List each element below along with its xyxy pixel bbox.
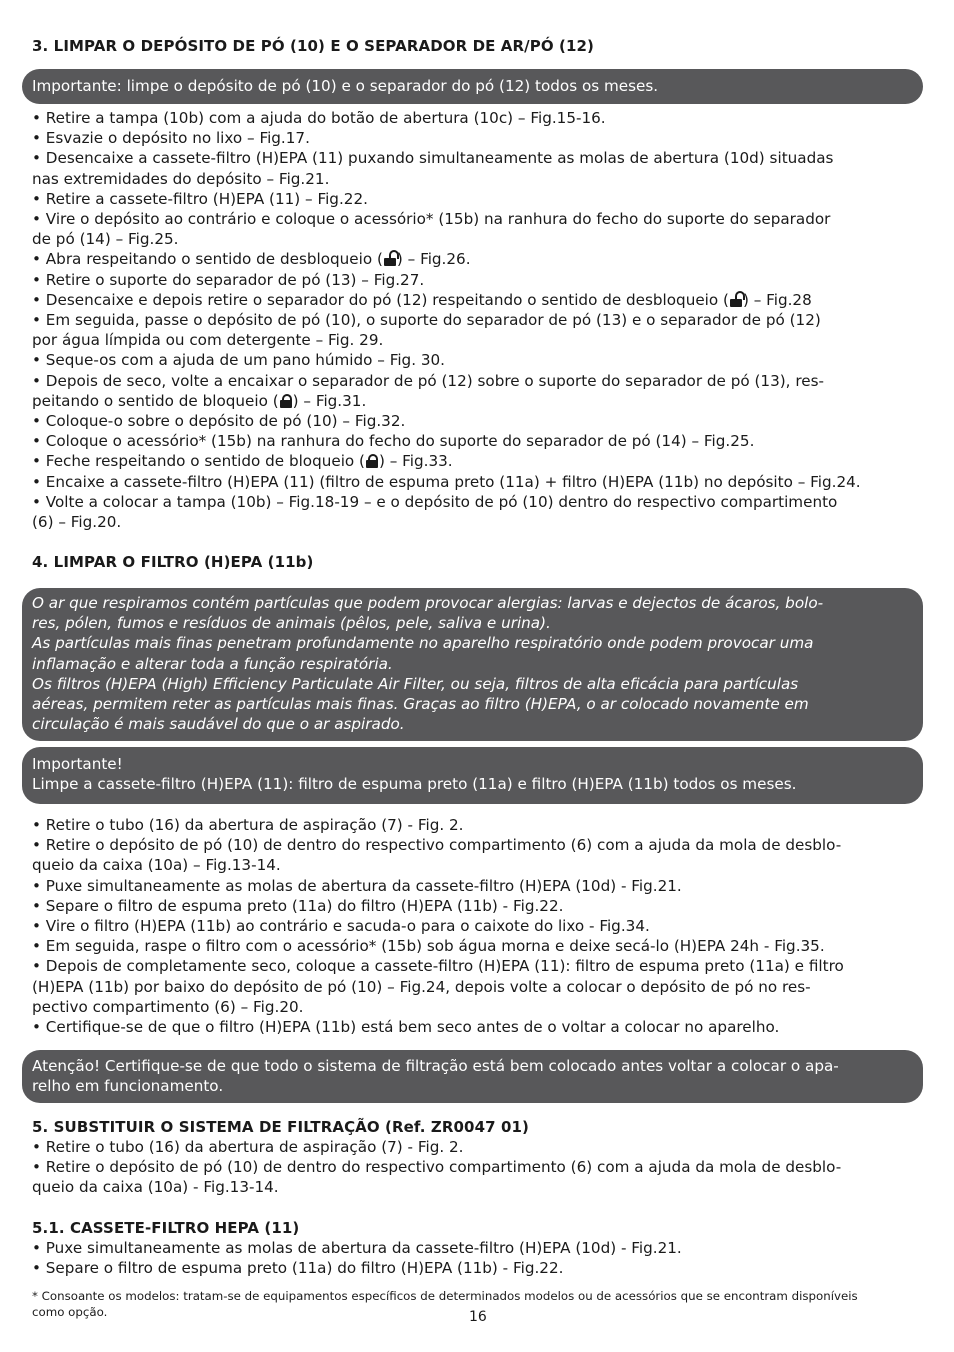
list-item: • Volte a colocar a tampa (10b) – Fig.18-19 – e o depósito de pó (10) dentro do respectivo compartimento: [32, 492, 838, 511]
list-item-suffix: ) – Fig.28: [742, 290, 812, 309]
important-text: Importante!: [32, 755, 123, 773]
warning-text: relho em funcionamento.: [32, 1077, 224, 1096]
list-item-text: peitando o sentido de bloqueio (: [32, 391, 279, 410]
list-item: (H)EPA (11b) por baixo do depósito de pó (10) – Fig.24, depois volte a colocar o depósito de pó no res-: [32, 977, 811, 996]
list-item: de pó (14) – Fig.25.: [32, 230, 179, 249]
footnote-text: * Consoante os modelos: tratam-se de equipamentos específicos de determinados modelos ou de acessórios que se encontram disponíveis: [32, 1289, 858, 1303]
warning-box: [22, 1050, 923, 1103]
info-text: O ar que respiramos contém partículas que podem provocar alergias: larvas e dejectos de ácaros, bolo-: [32, 594, 824, 612]
list-item: • Esvazie o depósito no lixo – Fig.17.: [32, 129, 310, 148]
list-item: queio da caixa (10a) – Fig.13-14.: [32, 856, 281, 875]
section-5-1-heading: 5.1. CASSETE-FILTRO HEPA (11): [32, 1219, 300, 1237]
important-box-section-4: [22, 747, 923, 804]
list-item: • Vire o filtro (H)EPA (11b) ao contrário e sacuda-o para o caixote do lixo - Fig.34.: [32, 917, 650, 936]
list-item: [32, 249, 922, 269]
list-item: • Retire o depósito de pó (10) de dentro do respectivo compartimento (6) com a ajuda da mola de desblo-: [32, 1158, 842, 1177]
list-item: • Puxe simultaneamente as molas de abertura da cassete-filtro (H)EPA (10d) - Fig.21.: [32, 876, 682, 895]
lock-icon: [280, 394, 292, 408]
page-number: 16: [469, 1309, 487, 1325]
list-item-text: • Feche respeitando o sentido de bloqueio (: [32, 452, 365, 471]
list-item: • Desencaixe a cassete-filtro (H)EPA (11) puxando simultaneamente as molas de abertura (10d) situadas: [32, 149, 834, 168]
info-text: res, pólen, fumos e resíduos de animais (pêlos, pele, saliva e urina).: [32, 614, 551, 633]
section-4-list: [32, 815, 922, 1037]
list-item-text: • Abra respeitando o sentido de desbloqueio (: [32, 250, 383, 269]
list-item: por água límpida ou com detergente – Fig. 29.: [32, 331, 384, 350]
list-item: • Seque-os com a ajuda de um pano húmido – Fig. 30.: [32, 351, 445, 370]
list-item: • Vire o depósito ao contrário e coloque o acessório* (15b) na ranhura do fecho do suporte do separador: [32, 210, 831, 229]
list-item: queio da caixa (10a) - Fig.13-14.: [32, 1178, 279, 1197]
section-3-list: [32, 108, 922, 532]
list-item: [32, 451, 922, 471]
info-text: circulação é mais saudável do que o ar aspirado.: [32, 715, 405, 734]
list-item: • Retire o depósito de pó (10) de dentro do respectivo compartimento (6) com a ajuda da mola de desblo-: [32, 836, 842, 855]
list-item: • Retire a tampa (10b) com a ajuda do botão de abertura (10c) – Fig.15-16.: [32, 109, 606, 127]
list-item: • Em seguida, passe o depósito de pó (10), o suporte do separador de pó (13) e o separador de pó (12): [32, 311, 821, 330]
info-text: As partículas mais finas penetram profundamente no aparelho respiratório onde podem provocar uma: [32, 634, 814, 653]
list-item: [32, 290, 922, 310]
list-item-suffix: ) – Fig.26.: [396, 250, 471, 269]
list-item: (6) – Fig.20.: [32, 513, 122, 532]
list-item-suffix: ) – Fig.33.: [378, 452, 453, 471]
list-item: • Separe o filtro de espuma preto (11a) do filtro (H)EPA (11b) - Fig.22.: [32, 1259, 564, 1278]
list-item: • Depois de completamente seco, coloque a cassete-filtro (H)EPA (11): filtro de espuma preto (11a) e filtro: [32, 957, 844, 976]
list-item: • Coloque-o sobre o depósito de pó (10) – Fig.32.: [32, 412, 406, 431]
important-text: Importante: limpe o depósito de pó (10) e o separador do pó (12) todos os meses.: [32, 77, 659, 95]
list-item: • Retire a cassete-filtro (H)EPA (11) – Fig.22.: [32, 189, 368, 208]
list-item-suffix: ) – Fig.31.: [292, 391, 367, 410]
list-item: • Separe o filtro de espuma preto (11a) do filtro (H)EPA (11b) - Fig.22.: [32, 896, 564, 915]
list-item: pectivo compartimento (6) – Fig.20.: [32, 997, 304, 1016]
section-5-heading: 5. SUBSTITUIR O SISTEMA DE FILTRAÇÃO (Ref. ZR0047 01): [32, 1118, 529, 1136]
unlock-icon: [730, 293, 742, 307]
warning-text: Atenção! Certifique-se de que todo o sistema de filtração está bem colocado antes voltar a colocar o apa-: [32, 1057, 839, 1075]
important-text: Limpe a cassete-filtro (H)EPA (11): filtro de espuma preto (11a) e filtro (H)EPA (11b) todos os meses.: [32, 775, 797, 794]
footnote-text: como opção.: [32, 1305, 108, 1319]
list-item: • Encaixe a cassete-filtro (H)EPA (11) (filtro de espuma preto (11a) + filtro (H)EPA (11b) no depósito – Fig.24.: [32, 472, 861, 491]
info-text: aéreas, permitem reter as partículas mais finas. Graças ao filtro (H)EPA, o ar colocado novamente em: [32, 695, 809, 714]
list-item: • Certifique-se de que o filtro (H)EPA (11b) está bem seco antes de o voltar a colocar no aparelho.: [32, 1018, 780, 1037]
important-box-section-3: [22, 69, 923, 104]
section-5-list: [32, 1137, 922, 1198]
section-5-1-list: [32, 1238, 922, 1278]
list-item: • Retire o tubo (16) da abertura de aspiração (7) - Fig. 2.: [32, 816, 464, 834]
list-item: • Coloque o acessório* (15b) na ranhura do fecho do suporte do separador de pó (14) – Fig.25.: [32, 432, 755, 451]
section-3-heading: 3. LIMPAR O DEPÓSITO DE PÓ (10) E O SEPARADOR DE AR/PÓ (12): [32, 37, 594, 55]
unlock-icon: [384, 252, 396, 266]
info-text: inflamação e alterar toda a função respiratória.: [32, 654, 393, 673]
list-item: • Depois de seco, volte a encaixar o separador de pó (12) sobre o suporte do separador de pó (13), res-: [32, 371, 824, 390]
section-4-heading: 4. LIMPAR O FILTRO (H)EPA (11b): [32, 553, 314, 571]
info-box-section-4: [22, 588, 923, 741]
list-item: • Puxe simultaneamente as molas de abertura da cassete-filtro (H)EPA (10d) - Fig.21.: [32, 1239, 682, 1257]
list-item-text: • Desencaixe e depois retire o separador do pó (12) respeitando o sentido de desbloqueio (: [32, 290, 729, 309]
list-item: • Retire o suporte do separador de pó (13) – Fig.27.: [32, 270, 425, 289]
lock-icon: [366, 454, 378, 468]
list-item: nas extremidades do depósito – Fig.21.: [32, 169, 330, 188]
list-item: [32, 391, 922, 411]
list-item: • Em seguida, raspe o filtro com o acessório* (15b) sob água morna e deixe secá-lo (H)EPA 24h - Fig.35.: [32, 937, 825, 956]
info-text: Os filtros (H)EPA (High) Efficiency Particulate Air Filter, ou seja, filtros de alta eficácia para partículas: [32, 674, 799, 693]
list-item: • Retire o tubo (16) da abertura de aspiração (7) - Fig. 2.: [32, 1138, 464, 1156]
